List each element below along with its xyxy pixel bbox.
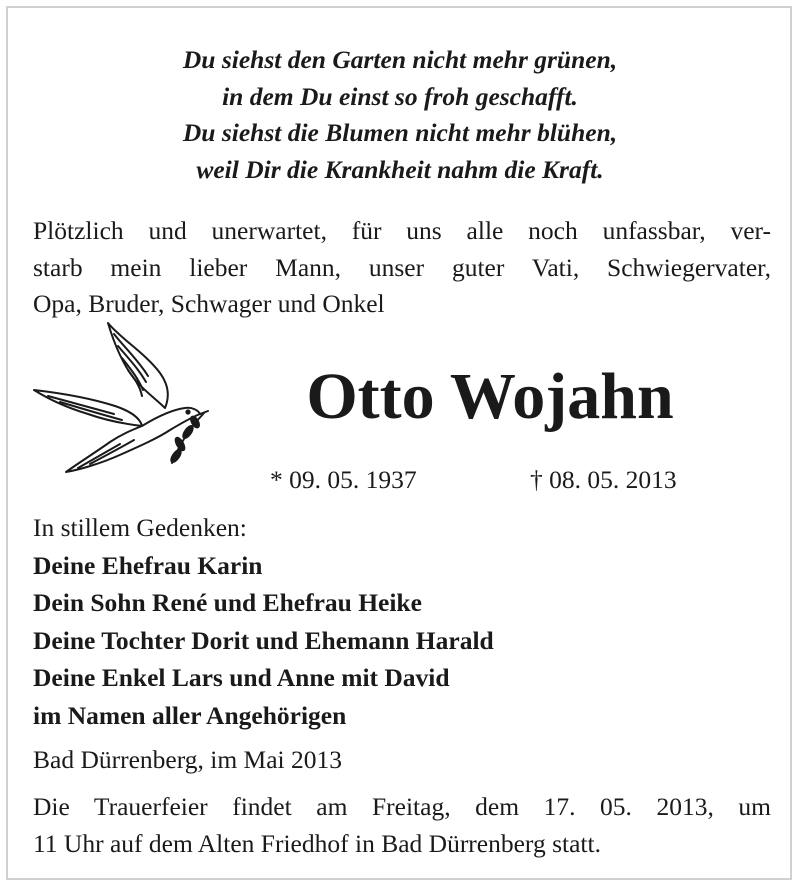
- birth-date: * 09. 05. 1937: [270, 465, 417, 494]
- poem-line: Du siehst die Blumen nicht mehr blühen,: [182, 118, 618, 147]
- death-date: † 08. 05. 2013: [530, 465, 677, 494]
- poem-line: in dem Du einst so froh geschafft.: [222, 81, 578, 111]
- place-date: Bad Dürrenberg, im Mai 2013: [33, 745, 343, 774]
- deceased-name: Otto Wojahn: [306, 360, 674, 433]
- family-member: Deine Ehefrau Karin: [33, 550, 263, 580]
- dove-icon: [30, 318, 210, 478]
- funeral-line: Die Trauerfeier findet am Freitag, dem 17. 05. 2013, um: [33, 792, 771, 821]
- family-list: [33, 509, 773, 734]
- intro-line: Plötzlich und unerwartet, für uns alle noch unfassbar, ver-: [33, 216, 771, 245]
- family-member: Deine Tochter Dorit und Ehemann Harald: [33, 625, 494, 655]
- intro-line: starb mein lieber Mann, unser guter Vati, Schwiegervater,: [33, 252, 771, 282]
- family-member: Dein Sohn René und Ehefrau Heike: [33, 588, 422, 617]
- funeral-line: 11 Uhr auf dem Alten Friedhof in Bad Dürrenberg statt.: [33, 828, 601, 858]
- intro-text: [33, 213, 771, 323]
- family-heading: In stillem Gedenken:: [33, 513, 247, 542]
- intro-line: Opa, Bruder, Schwager und Onkel: [33, 289, 385, 318]
- poem-line: weil Dir die Krankheit nahm die Kraft.: [196, 154, 604, 184]
- poem: [0, 42, 800, 188]
- family-member: im Namen aller Angehörigen: [33, 700, 347, 730]
- family-member: Deine Enkel Lars und Anne mit David: [33, 663, 450, 692]
- funeral-notice: [33, 789, 771, 862]
- poem-line: Du siehst den Garten nicht mehr grünen,: [182, 45, 618, 74]
